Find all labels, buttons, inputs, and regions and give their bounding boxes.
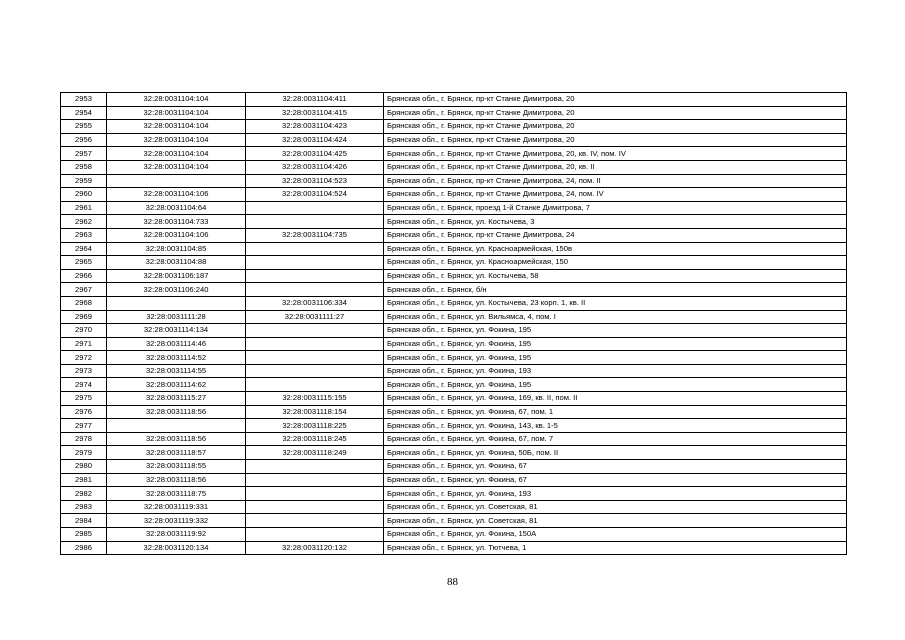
object-cadastral-number-cell	[246, 364, 384, 378]
parcel-cadastral-number-cell: 32:28:0031104:104	[107, 120, 246, 134]
row-number-cell: 2971	[61, 337, 107, 351]
object-cadastral-number-cell: 32:28:0031104:424	[246, 133, 384, 147]
address-cell: Брянская обл., г. Брянск, ул. Фокина, 195	[384, 378, 847, 392]
object-cadastral-number-cell	[246, 324, 384, 338]
address-cell: Брянская обл., г. Брянск, пр-кт Станке Димитрова, 24	[384, 228, 847, 242]
parcel-cadastral-number-cell: 32:28:0031114:55	[107, 364, 246, 378]
table-row	[61, 174, 847, 188]
row-number-cell: 2972	[61, 351, 107, 365]
object-cadastral-number-cell	[246, 351, 384, 365]
address-cell: Брянская обл., г. Брянск, пр-кт Станке Димитрова, 20	[384, 133, 847, 147]
object-cadastral-number-cell	[246, 269, 384, 283]
table-row	[61, 432, 847, 446]
row-number-cell: 2969	[61, 310, 107, 324]
parcel-cadastral-number-cell: 32:28:0031104:85	[107, 242, 246, 256]
parcel-cadastral-number-cell: 32:28:0031104:104	[107, 160, 246, 174]
row-number-cell: 2957	[61, 147, 107, 161]
object-cadastral-number-cell: 32:28:0031111:27	[246, 310, 384, 324]
table-row	[61, 460, 847, 474]
row-number-cell: 2981	[61, 473, 107, 487]
parcel-cadastral-number-cell	[107, 296, 246, 310]
row-number-cell: 2973	[61, 364, 107, 378]
parcel-cadastral-number-cell: 32:28:0031104:88	[107, 256, 246, 270]
table-row	[61, 351, 847, 365]
parcel-cadastral-number-cell: 32:28:0031118:55	[107, 460, 246, 474]
address-cell: Брянская обл., г. Брянск, ул. Фокина, 195	[384, 337, 847, 351]
table-row	[61, 446, 847, 460]
address-cell: Брянская обл., г. Брянск, пр-кт Станке Димитрова, 20, кв. IV, пом. IV	[384, 147, 847, 161]
table-row	[61, 419, 847, 433]
address-cell: Брянская обл., г. Брянск, ул. Вильямса, 4, пом. I	[384, 310, 847, 324]
address-cell: Брянская обл., г. Брянск, пр-кт Станке Димитрова, 20	[384, 120, 847, 134]
cadastral-register-table	[60, 92, 847, 555]
object-cadastral-number-cell: 32:28:0031118:249	[246, 446, 384, 460]
table-row	[61, 93, 847, 107]
table-row	[61, 500, 847, 514]
address-cell: Брянская обл., г. Брянск, пр-кт Станке Димитрова, 20	[384, 106, 847, 120]
address-cell: Брянская обл., г. Брянск, ул. Фокина, 193	[384, 487, 847, 501]
parcel-cadastral-number-cell: 32:28:0031104:104	[107, 106, 246, 120]
table-row	[61, 256, 847, 270]
object-cadastral-number-cell	[246, 500, 384, 514]
row-number-cell: 2958	[61, 160, 107, 174]
parcel-cadastral-number-cell: 32:28:0031118:56	[107, 473, 246, 487]
row-number-cell: 2954	[61, 106, 107, 120]
parcel-cadastral-number-cell: 32:28:0031114:52	[107, 351, 246, 365]
object-cadastral-number-cell	[246, 378, 384, 392]
table-body	[61, 93, 847, 555]
table-row	[61, 487, 847, 501]
address-cell: Брянская обл., г. Брянск, ул. Фокина, 67	[384, 460, 847, 474]
table-row	[61, 106, 847, 120]
table-row	[61, 514, 847, 528]
address-cell: Брянская обл., г. Брянск, ул. Красноармейская, 150в	[384, 242, 847, 256]
row-number-cell: 2986	[61, 541, 107, 555]
object-cadastral-number-cell	[246, 514, 384, 528]
parcel-cadastral-number-cell: 32:28:0031119:92	[107, 528, 246, 542]
table-row	[61, 473, 847, 487]
address-cell: Брянская обл., г. Брянск, пр-кт Станке Димитрова, 20	[384, 93, 847, 107]
parcel-cadastral-number-cell: 32:28:0031120:134	[107, 541, 246, 555]
address-cell: Брянская обл., г. Брянск, ул. Фокина, 143, кв. 1-5	[384, 419, 847, 433]
parcel-cadastral-number-cell: 32:28:0031118:75	[107, 487, 246, 501]
parcel-cadastral-number-cell: 32:28:0031118:56	[107, 432, 246, 446]
row-number-cell: 2953	[61, 93, 107, 107]
table-row	[61, 364, 847, 378]
parcel-cadastral-number-cell	[107, 419, 246, 433]
row-number-cell: 2970	[61, 324, 107, 338]
parcel-cadastral-number-cell	[107, 174, 246, 188]
object-cadastral-number-cell: 32:28:0031118:225	[246, 419, 384, 433]
table-row	[61, 337, 847, 351]
parcel-cadastral-number-cell: 32:28:0031119:332	[107, 514, 246, 528]
parcel-cadastral-number-cell: 32:28:0031118:56	[107, 405, 246, 419]
row-number-cell: 2960	[61, 188, 107, 202]
object-cadastral-number-cell: 32:28:0031104:524	[246, 188, 384, 202]
row-number-cell: 2956	[61, 133, 107, 147]
address-cell: Брянская обл., г. Брянск, ул. Костычева, 3	[384, 215, 847, 229]
address-cell: Брянская обл., г. Брянск, пр-кт Станке Димитрова, 24, пом. II	[384, 174, 847, 188]
parcel-cadastral-number-cell: 32:28:0031118:57	[107, 446, 246, 460]
object-cadastral-number-cell	[246, 460, 384, 474]
table-row	[61, 147, 847, 161]
address-cell: Брянская обл., г. Брянск, ул. Фокина, 50Б, пом. II	[384, 446, 847, 460]
parcel-cadastral-number-cell: 32:28:0031106:187	[107, 269, 246, 283]
address-cell: Брянская обл., г. Брянск, ул. Фокина, 67, пом. 1	[384, 405, 847, 419]
table-row	[61, 405, 847, 419]
address-cell: Брянская обл., г. Брянск, пр-кт Станке Димитрова, 24, пом. IV	[384, 188, 847, 202]
object-cadastral-number-cell: 32:28:0031106:334	[246, 296, 384, 310]
address-cell: Брянская обл., г. Брянск, ул. Костычева, 58	[384, 269, 847, 283]
row-number-cell: 2977	[61, 419, 107, 433]
row-number-cell: 2983	[61, 500, 107, 514]
row-number-cell: 2976	[61, 405, 107, 419]
object-cadastral-number-cell	[246, 215, 384, 229]
object-cadastral-number-cell: 32:28:0031120:132	[246, 541, 384, 555]
parcel-cadastral-number-cell: 32:28:0031111:28	[107, 310, 246, 324]
table-row	[61, 269, 847, 283]
object-cadastral-number-cell: 32:28:0031104:425	[246, 147, 384, 161]
parcel-cadastral-number-cell: 32:28:0031106:240	[107, 283, 246, 297]
address-cell: Брянская обл., г. Брянск, ул. Красноармейская, 150	[384, 256, 847, 270]
table-row	[61, 215, 847, 229]
table-row	[61, 228, 847, 242]
parcel-cadastral-number-cell: 32:28:0031104:104	[107, 133, 246, 147]
row-number-cell: 2959	[61, 174, 107, 188]
object-cadastral-number-cell: 32:28:0031115:155	[246, 392, 384, 406]
address-cell: Брянская обл., г. Брянск, ул. Костычева, 23 корп. 1, кв. II	[384, 296, 847, 310]
table-row	[61, 242, 847, 256]
object-cadastral-number-cell: 32:28:0031118:245	[246, 432, 384, 446]
row-number-cell: 2984	[61, 514, 107, 528]
object-cadastral-number-cell: 32:28:0031104:415	[246, 106, 384, 120]
parcel-cadastral-number-cell: 32:28:0031114:134	[107, 324, 246, 338]
table-row	[61, 188, 847, 202]
object-cadastral-number-cell: 32:28:0031104:411	[246, 93, 384, 107]
row-number-cell: 2985	[61, 528, 107, 542]
object-cadastral-number-cell	[246, 256, 384, 270]
page-number: 88	[447, 576, 458, 588]
address-cell: Брянская обл., г. Брянск, б/н	[384, 283, 847, 297]
address-cell: Брянская обл., г. Брянск, ул. Фокина, 67, пом. 7	[384, 432, 847, 446]
parcel-cadastral-number-cell: 32:28:0031104:104	[107, 147, 246, 161]
table-row	[61, 392, 847, 406]
row-number-cell: 2955	[61, 120, 107, 134]
parcel-cadastral-number-cell: 32:28:0031104:104	[107, 93, 246, 107]
row-number-cell: 2980	[61, 460, 107, 474]
row-number-cell: 2961	[61, 201, 107, 215]
table-row	[61, 528, 847, 542]
parcel-cadastral-number-cell: 32:28:0031104:106	[107, 188, 246, 202]
row-number-cell: 2968	[61, 296, 107, 310]
object-cadastral-number-cell	[246, 473, 384, 487]
object-cadastral-number-cell: 32:28:0031104:423	[246, 120, 384, 134]
parcel-cadastral-number-cell: 32:28:0031104:733	[107, 215, 246, 229]
address-cell: Брянская обл., г. Брянск, ул. Тютчева, 1	[384, 541, 847, 555]
address-cell: Брянская обл., г. Брянск, ул. Фокина, 195	[384, 324, 847, 338]
parcel-cadastral-number-cell: 32:28:0031114:62	[107, 378, 246, 392]
row-number-cell: 2962	[61, 215, 107, 229]
address-cell: Брянская обл., г. Брянск, ул. Фокина, 150А	[384, 528, 847, 542]
parcel-cadastral-number-cell: 32:28:0031114:46	[107, 337, 246, 351]
address-cell: Брянская обл., г. Брянск, ул. Фокина, 193	[384, 364, 847, 378]
address-cell: Брянская обл., г. Брянск, ул. Фокина, 195	[384, 351, 847, 365]
object-cadastral-number-cell	[246, 242, 384, 256]
row-number-cell: 2978	[61, 432, 107, 446]
object-cadastral-number-cell: 32:28:0031104:735	[246, 228, 384, 242]
address-cell: Брянская обл., г. Брянск, ул. Фокина, 169, кв. II, пом. II	[384, 392, 847, 406]
row-number-cell: 2975	[61, 392, 107, 406]
object-cadastral-number-cell	[246, 337, 384, 351]
object-cadastral-number-cell	[246, 487, 384, 501]
row-number-cell: 2966	[61, 269, 107, 283]
table-row	[61, 283, 847, 297]
row-number-cell: 2963	[61, 228, 107, 242]
object-cadastral-number-cell: 32:28:0031104:426	[246, 160, 384, 174]
address-cell: Брянская обл., г. Брянск, пр-кт Станке Димитрова, 20, кв. II	[384, 160, 847, 174]
row-number-cell: 2982	[61, 487, 107, 501]
object-cadastral-number-cell: 32:28:0031104:523	[246, 174, 384, 188]
address-cell: Брянская обл., г. Брянск, ул. Советская, 81	[384, 514, 847, 528]
row-number-cell: 2965	[61, 256, 107, 270]
row-number-cell: 2979	[61, 446, 107, 460]
address-cell: Брянская обл., г. Брянск, ул. Советская, 81	[384, 500, 847, 514]
row-number-cell: 2967	[61, 283, 107, 297]
table-row	[61, 120, 847, 134]
object-cadastral-number-cell: 32:28:0031118:154	[246, 405, 384, 419]
parcel-cadastral-number-cell: 32:28:0031115:27	[107, 392, 246, 406]
table-row	[61, 378, 847, 392]
row-number-cell: 2964	[61, 242, 107, 256]
table-row	[61, 201, 847, 215]
object-cadastral-number-cell	[246, 283, 384, 297]
table-row	[61, 324, 847, 338]
parcel-cadastral-number-cell: 32:28:0031104:106	[107, 228, 246, 242]
table-row	[61, 133, 847, 147]
row-number-cell: 2974	[61, 378, 107, 392]
object-cadastral-number-cell	[246, 201, 384, 215]
address-cell: Брянская обл., г. Брянск, ул. Фокина, 67	[384, 473, 847, 487]
object-cadastral-number-cell	[246, 528, 384, 542]
parcel-cadastral-number-cell: 32:28:0031119:331	[107, 500, 246, 514]
table-row	[61, 160, 847, 174]
table-row	[61, 310, 847, 324]
parcel-cadastral-number-cell: 32:28:0031104:64	[107, 201, 246, 215]
table-row	[61, 541, 847, 555]
address-cell: Брянская обл., г. Брянск, проезд 1-й Станке Димитрова, 7	[384, 201, 847, 215]
table-row	[61, 296, 847, 310]
